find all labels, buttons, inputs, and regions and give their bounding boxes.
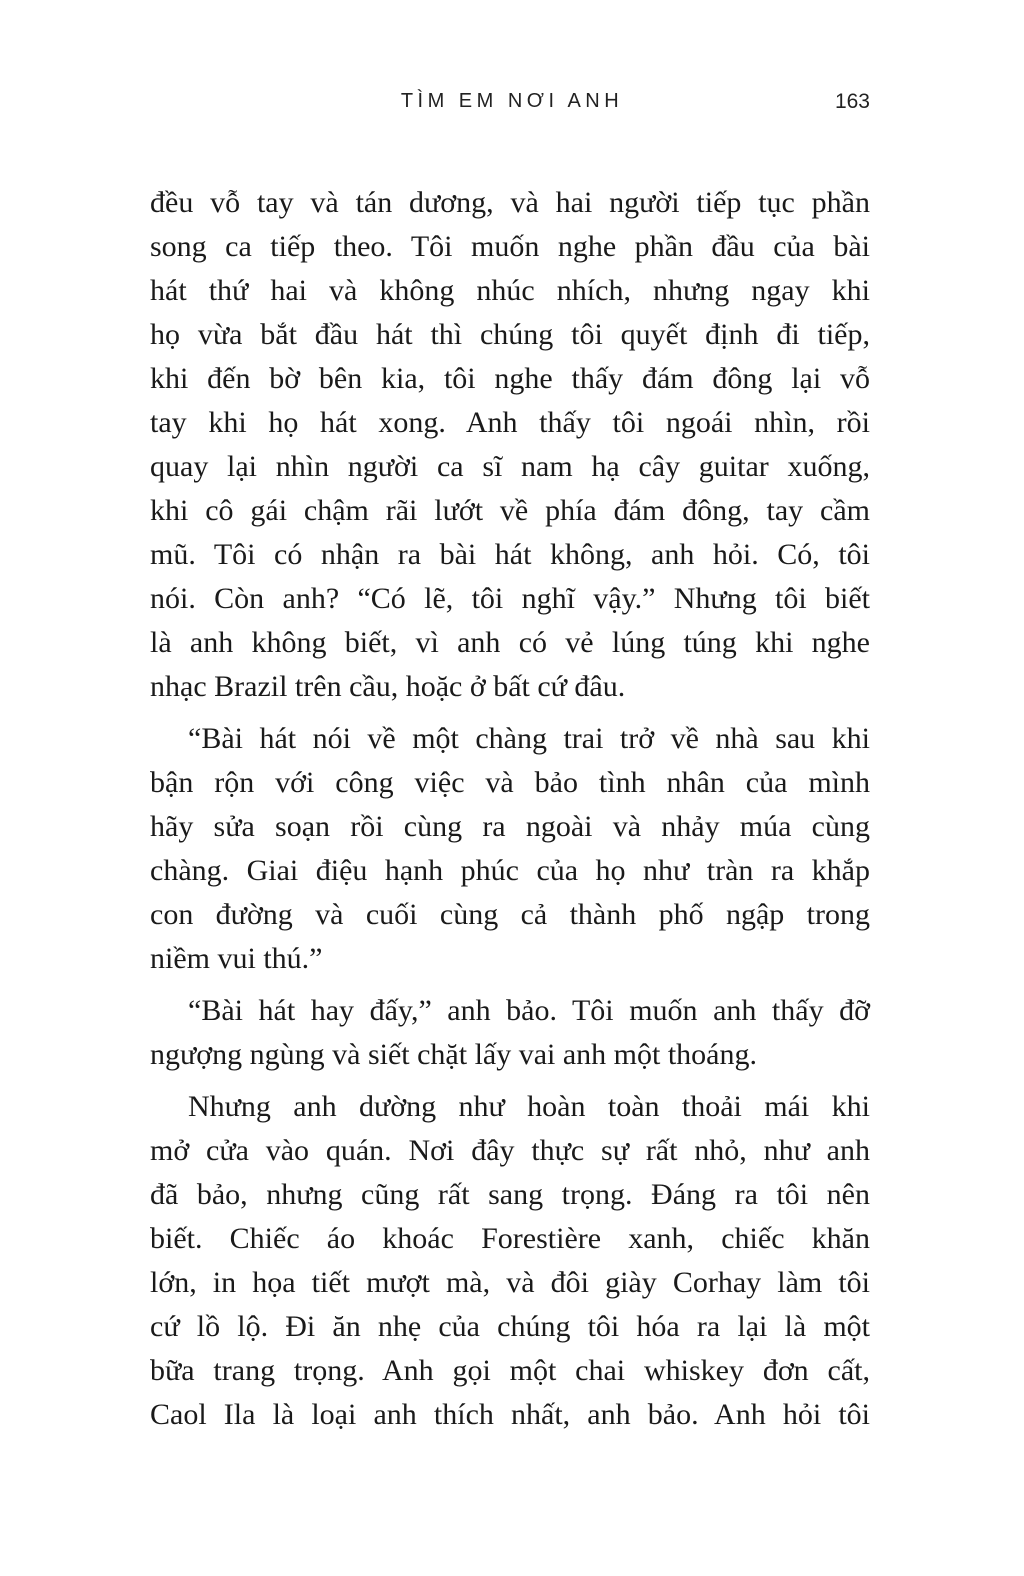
text-line: Nhưng anh dường như hoàn toàn thoải mái khi bbox=[188, 1090, 870, 1123]
text-line: song ca tiếp theo. Tôi muốn nghe phần đầu của bài bbox=[150, 230, 870, 263]
text-line: khi cô gái chậm rãi lướt về phía đám đông, tay cầm bbox=[150, 494, 870, 527]
text-line: cứ lồ lộ. Đi ăn nhẹ của chúng tôi hóa ra lại là một bbox=[150, 1310, 870, 1343]
text-line: tay khi họ hát xong. Anh thấy tôi ngoái nhìn, rồi bbox=[150, 406, 870, 439]
text-line: Caol Ila là loại anh thích nhất, anh bảo. Anh hỏi tôi bbox=[150, 1398, 870, 1431]
text-line: đều vỗ tay và tán dương, và hai người tiếp tục phần bbox=[150, 186, 870, 219]
text-line: nhạc Brazil trên cầu, hoặc ở bất cứ đâu. bbox=[150, 670, 626, 703]
text-line: hát thứ hai và không nhúc nhích, nhưng ngay khi bbox=[150, 274, 870, 307]
text-line: quay lại nhìn người ca sĩ nam hạ cây guitar xuống, bbox=[150, 450, 870, 483]
text-line: mở cửa vào quán. Nơi đây thực sự rất nhỏ, như anh bbox=[150, 1134, 870, 1167]
text-line: bận rộn với công việc và bảo tình nhân của mình bbox=[150, 766, 870, 799]
text-line: khi đến bờ bên kia, tôi nghe thấy đám đông lại vỗ bbox=[150, 362, 870, 395]
text-line: con đường và cuối cùng cả thành phố ngập trong bbox=[150, 898, 870, 931]
text-line: họ vừa bắt đầu hát thì chúng tôi quyết định đi tiếp, bbox=[150, 318, 870, 351]
text-line: “Bài hát nói về một chàng trai trở về nhà sau khi bbox=[188, 722, 870, 755]
text-line: ngượng ngùng và siết chặt lấy vai anh một thoáng. bbox=[150, 1038, 758, 1071]
paragraph bbox=[150, 717, 870, 981]
text-line: đã bảo, nhưng cũng rất sang trọng. Đáng ra tôi nên bbox=[150, 1178, 870, 1211]
text-line: niềm vui thú.” bbox=[150, 942, 323, 975]
body-text bbox=[150, 181, 870, 1445]
text-line: bữa trang trọng. Anh gọi một chai whiskey đơn cất, bbox=[150, 1354, 870, 1387]
text-line: biết. Chiếc áo khoác Forestière xanh, chiếc khăn bbox=[150, 1222, 870, 1255]
paragraph bbox=[150, 989, 870, 1077]
text-line: lớn, in họa tiết mượt mà, và đôi giày Corhay làm tôi bbox=[150, 1266, 870, 1299]
text-line: mũ. Tôi có nhận ra bài hát không, anh hỏi. Có, tôi bbox=[150, 538, 870, 571]
paragraph bbox=[150, 1085, 870, 1437]
text-line: “Bài hát hay đấy,” anh bảo. Tôi muốn anh thấy đỡ bbox=[188, 994, 870, 1027]
text-line: nói. Còn anh? “Có lẽ, tôi nghĩ vậy.” Nhưng tôi biết bbox=[150, 582, 870, 615]
text-line: chàng. Giai điệu hạnh phúc của họ như tràn ra khắp bbox=[150, 854, 870, 887]
page-number: 163 bbox=[834, 90, 870, 113]
text-line: là anh không biết, vì anh có vẻ lúng túng khi nghe bbox=[150, 626, 870, 659]
text-line: hãy sửa soạn rồi cùng ra ngoài và nhảy múa cùng bbox=[150, 810, 870, 843]
paragraph bbox=[150, 181, 870, 709]
running-head: TÌM EM NƠI ANH bbox=[400, 90, 624, 112]
